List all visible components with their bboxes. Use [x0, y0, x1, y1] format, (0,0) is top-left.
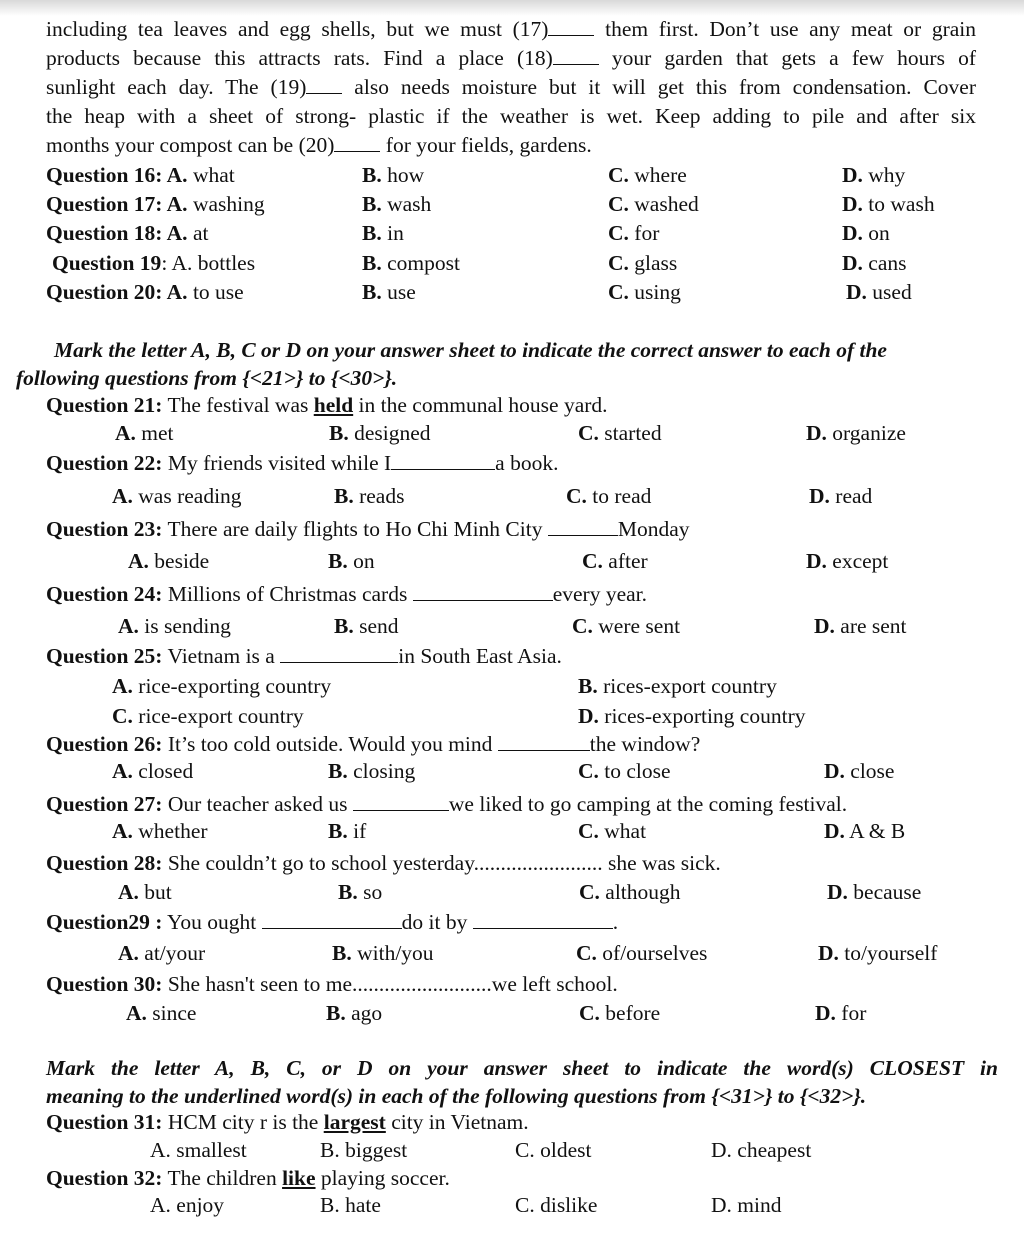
question-text: . — [612, 910, 619, 934]
option-b[interactable]: B. send — [334, 614, 399, 638]
question-24 — [0, 579, 1024, 609]
blank-22[interactable] — [391, 449, 495, 470]
option-letter: A. — [166, 221, 188, 245]
blank-19[interactable] — [306, 73, 342, 94]
question-text: in the communal house yard. — [353, 393, 608, 417]
question-text: She hasn't seen to me — [162, 972, 353, 996]
question-label: Question 30: — [46, 972, 163, 996]
passage-text: also needs moisture but it will get this from condensation. Cover — [342, 75, 976, 99]
passage-text: months your compost can be (20) — [46, 133, 335, 157]
option-c[interactable]: C. started — [578, 421, 662, 445]
options-32 — [0, 1190, 1024, 1220]
option-b[interactable]: B. closing — [328, 759, 416, 783]
instruction-21-30-cont — [16, 364, 968, 392]
question-text: Our teacher asked us — [162, 792, 353, 816]
underlined-word: largest — [323, 1110, 386, 1134]
question-text: every year. — [552, 582, 648, 606]
option-b[interactable]: B. biggest — [320, 1138, 408, 1162]
question-32 — [0, 1163, 1024, 1193]
blank-18[interactable] — [553, 44, 599, 65]
blank-25[interactable] — [280, 642, 398, 663]
question-label: Question 18: — [46, 221, 167, 245]
question-text: There are daily flights to Ho Chi Minh City — [162, 517, 548, 541]
option-b[interactable]: B. designed — [329, 421, 431, 445]
passage-text: sunlight each day. The (19) — [46, 75, 307, 99]
question-text: Millions of Christmas cards — [162, 582, 413, 606]
blank-23[interactable] — [548, 515, 618, 536]
option-c[interactable]: C. to read — [566, 484, 652, 508]
question-label: Question 32: — [46, 1166, 163, 1190]
question-text: She couldn’t go to school yesterday — [162, 851, 474, 875]
option-a[interactable]: A. at/your — [118, 941, 206, 965]
instruction-line: Mark the letter A, B, C, or D on your answer sheet to indicate the word(s) CLOSEST in — [46, 1056, 998, 1080]
option-d[interactable]: D. cans — [842, 251, 907, 275]
option-a[interactable]: A. whether — [112, 819, 208, 843]
underlined-word: like — [282, 1166, 316, 1190]
option-b[interactable]: B. on — [328, 549, 375, 573]
option-d[interactable]: D. used — [846, 280, 912, 304]
question-label: Question 28: — [46, 851, 163, 875]
option-c[interactable]: C. for — [608, 221, 660, 245]
options-22 — [0, 481, 1024, 511]
option-c[interactable]: C. were sent — [572, 614, 681, 638]
option-b[interactable]: B. compost — [362, 251, 460, 275]
passage-text: them first. Don’t use any meat or grain — [594, 17, 976, 41]
option-d[interactable]: D. organize — [806, 421, 906, 445]
options-25-ab — [0, 671, 1024, 701]
option-letter: A. — [166, 163, 188, 187]
option-a[interactable]: at — [187, 221, 209, 245]
option-a[interactable]: A. since — [126, 1001, 197, 1025]
passage-line-4 — [46, 101, 976, 131]
question-label: Question 31: — [46, 1110, 163, 1134]
question-label: Question 25: — [46, 644, 163, 668]
option-d[interactable]: D. to wash — [842, 192, 935, 216]
question-label: Question29 : — [46, 910, 163, 934]
question-16 — [0, 160, 1024, 190]
option-b[interactable]: B. how — [362, 163, 425, 187]
question-text: the window? — [589, 732, 701, 756]
option-a[interactable]: A. rice-exporting country — [112, 674, 332, 698]
option-c[interactable]: C. of/ourselves — [576, 941, 708, 965]
question-27 — [0, 789, 1024, 819]
instruction-line: Mark the letter A, B, C or D on your answer sheet to indicate the correct answer to each of the — [54, 338, 887, 362]
question-text: we left school. — [491, 972, 618, 996]
passage-line-3 — [46, 72, 976, 102]
question-label: Question 26: — [46, 732, 163, 756]
question-label: Question 21: — [46, 393, 163, 417]
question-label: Question 19 — [52, 251, 162, 275]
options-26 — [0, 756, 1024, 786]
instruction-line: meaning to the underlined word(s) in each of the following questions from {<31>} to {<32>}. — [46, 1084, 867, 1108]
question-text: she was sick. — [602, 851, 721, 875]
option-c[interactable]: C. what — [578, 819, 647, 843]
question-text: we liked to go camping at the coming festival. — [448, 792, 848, 816]
question-31 — [0, 1107, 1024, 1137]
question-label: Question 16: — [46, 163, 167, 187]
option-a[interactable]: A. enjoy — [150, 1193, 225, 1217]
underlined-word: held — [313, 393, 354, 417]
option-a[interactable]: to use — [187, 280, 244, 304]
passage-text: including tea leaves and egg shells, but we must (17) — [46, 17, 549, 41]
options-21 — [0, 418, 1024, 448]
option-a[interactable]: washing — [187, 192, 265, 216]
option-b[interactable]: B. wash — [362, 192, 432, 216]
option-d[interactable]: D. A & B — [824, 819, 906, 843]
question-label: Question 20: — [46, 280, 167, 304]
question-21 — [0, 390, 1024, 420]
blank-28[interactable]: ........................ — [473, 851, 603, 875]
question-text: do it by — [401, 910, 473, 934]
option-c[interactable]: C. where — [608, 163, 687, 187]
instruction-21-30 — [54, 336, 1006, 364]
question-text: The children — [162, 1166, 283, 1190]
question-26 — [0, 729, 1024, 759]
option-b[interactable]: B. in — [362, 221, 404, 245]
option-a[interactable]: A. but — [118, 880, 172, 904]
question-label: Question 23: — [46, 517, 163, 541]
option-a[interactable]: A. is sending — [118, 614, 231, 638]
options-31 — [0, 1135, 1024, 1165]
question-19 — [0, 248, 1024, 278]
option-c[interactable]: C. oldest — [515, 1138, 592, 1162]
passage-text: your garden that gets a few hours of — [598, 46, 976, 70]
options-24 — [0, 611, 1024, 641]
question-18 — [0, 218, 1024, 248]
instruction-line: following questions from {<21>} to {<30>}. — [16, 366, 398, 390]
options-27 — [0, 816, 1024, 846]
question-text: It’s too cold outside. Would you mind — [162, 732, 498, 756]
option-c[interactable]: C. although — [579, 880, 681, 904]
blank-20[interactable] — [334, 131, 380, 152]
passage-line-1 — [46, 14, 976, 44]
option-a[interactable]: A. met — [115, 421, 174, 445]
question-text: Monday — [617, 517, 690, 541]
question-label: Question 22: — [46, 451, 163, 475]
option-a[interactable]: A. beside — [128, 549, 210, 573]
option-d[interactable]: D. are sent — [814, 614, 907, 638]
option-d[interactable]: D. mind — [711, 1193, 782, 1217]
options-25-cd — [0, 701, 1024, 731]
passage-line-2 — [46, 43, 976, 73]
question-text: The festival was — [162, 393, 314, 417]
option-b[interactable]: B. with/you — [332, 941, 434, 965]
option-b[interactable]: B. use — [362, 280, 416, 304]
option-c[interactable]: C. before — [579, 1001, 661, 1025]
option-d[interactable]: D. because — [827, 880, 922, 904]
question-23 — [0, 514, 1024, 544]
question-29 — [0, 907, 1024, 937]
option-d[interactable]: D. cheapest — [711, 1138, 812, 1162]
option-d[interactable]: D. rices-exporting country — [578, 704, 806, 728]
question-label: Question 27: — [46, 792, 163, 816]
passage-text: products because this attracts rats. Find a place (18) — [46, 46, 553, 70]
option-b[interactable]: B. ago — [326, 1001, 383, 1025]
option-c[interactable]: C. glass — [608, 251, 678, 275]
option-c[interactable]: C. washed — [608, 192, 699, 216]
option-letter: : A. — [161, 251, 193, 275]
question-label: Question 24: — [46, 582, 163, 606]
option-letter: A. — [166, 192, 188, 216]
option-c[interactable]: C. rice-export country — [112, 704, 304, 728]
option-c[interactable]: C. dislike — [515, 1193, 598, 1217]
options-28 — [0, 877, 1024, 907]
option-a[interactable]: A. was reading — [112, 484, 242, 508]
question-text: city in Vietnam. — [385, 1110, 529, 1134]
question-20 — [0, 277, 1024, 307]
option-d[interactable]: D. on — [842, 221, 890, 245]
question-label: Question 17: — [46, 192, 167, 216]
option-d[interactable]: D. why — [842, 163, 906, 187]
option-c[interactable]: C. using — [608, 280, 681, 304]
option-a[interactable]: what — [187, 163, 235, 187]
option-a[interactable]: bottles — [192, 251, 256, 275]
blank-26[interactable] — [498, 730, 590, 751]
question-text: HCM city r is the — [162, 1110, 324, 1134]
passage-text: for your fields, gardens. — [380, 133, 592, 157]
question-text: My friends visited while I — [162, 451, 392, 475]
option-a[interactable]: A. closed — [112, 759, 194, 783]
question-text: You ought — [162, 910, 262, 934]
option-c[interactable]: C. after — [582, 549, 648, 573]
question-30 — [0, 969, 1024, 999]
question-text: in South East Asia. — [398, 644, 562, 668]
option-b[interactable]: B. if — [328, 819, 367, 843]
question-22 — [0, 448, 1024, 478]
option-d[interactable]: D. close — [824, 759, 895, 783]
question-text: playing soccer. — [315, 1166, 450, 1190]
option-b[interactable]: B. hate — [320, 1193, 381, 1217]
blank-30[interactable]: .......................... — [352, 972, 492, 996]
options-23 — [0, 546, 1024, 576]
option-a[interactable]: A. smallest — [150, 1138, 247, 1162]
question-25 — [0, 641, 1024, 671]
option-d[interactable]: D. except — [806, 549, 889, 573]
instruction-31-32 — [46, 1054, 998, 1110]
option-d[interactable]: D. read — [809, 484, 873, 508]
option-c[interactable]: C. to close — [578, 759, 671, 783]
option-b[interactable]: B. rices-export country — [578, 674, 777, 698]
blank-27[interactable] — [353, 790, 449, 811]
blank-29b[interactable] — [473, 908, 613, 929]
option-d[interactable]: D. to/yourself — [818, 941, 938, 965]
options-29 — [0, 938, 1024, 968]
question-17 — [0, 189, 1024, 219]
question-text: a book. — [495, 451, 559, 475]
blank-29a[interactable] — [262, 908, 402, 929]
passage-line-5 — [46, 130, 976, 160]
passage-text: the heap with a sheet of strong- plastic if the weather is wet. Keep adding to pile and after six — [46, 104, 976, 128]
options-30 — [0, 998, 1024, 1028]
question-text: Vietnam is a — [162, 644, 281, 668]
blank-24[interactable] — [413, 580, 553, 601]
option-b[interactable]: B. reads — [334, 484, 405, 508]
option-d[interactable]: D. for — [815, 1001, 867, 1025]
question-28 — [0, 848, 1024, 878]
option-b[interactable]: B. so — [338, 880, 383, 904]
blank-17[interactable] — [548, 15, 594, 36]
option-letter: A. — [166, 280, 188, 304]
